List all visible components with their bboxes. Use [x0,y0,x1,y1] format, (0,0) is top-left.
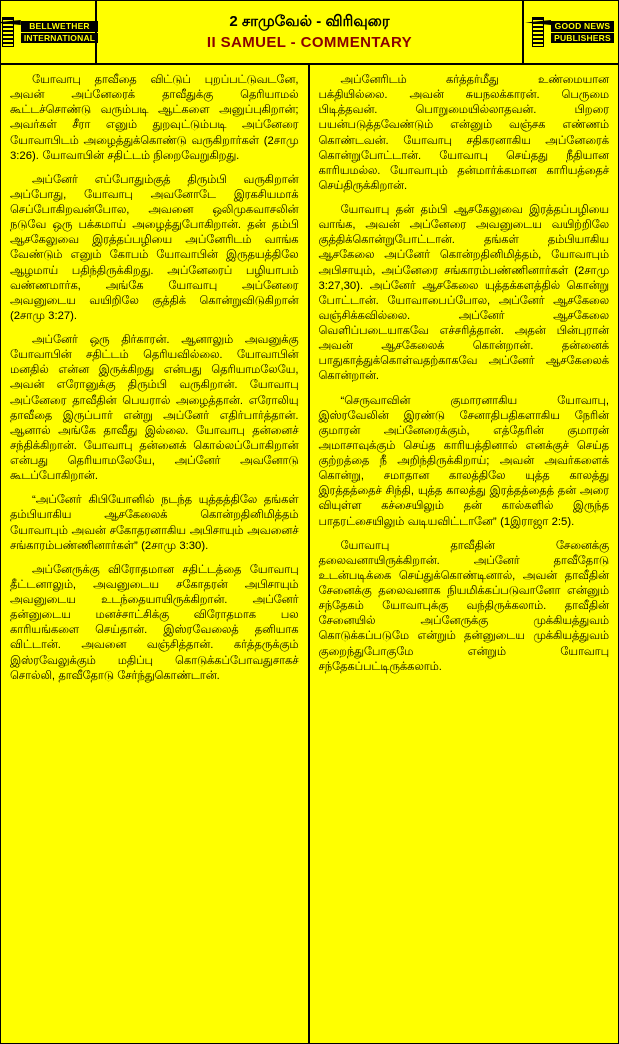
good-news-logo-text [551,21,614,44]
good-news-line1: GOOD NEWS [551,21,614,32]
paragraph: அப்னேருக்கு விரோதமான சதிட்டத்தை யோவாபு தீட்டனாலும், அவனுடைய சகோதரன் அபிசாயும் அவனுடைய உடந்தையாயிருக்கிறான். அப்னேர் தன்னுடைய மனச்சாட்சிக்கு விரோதமாக பல காரியங்களை செய்தான். இஸ்ரவேலைத் தனியாக விட்டான். அவனை வஞ்சித்தான். கர்த்தருக்கும் இஸ்ரவேலுக்கும் மதிப்பு கொடுக்கப்போவதுசாகச் சொல்லி, தாவீதோடு சேர்ந்துகொண்டான். [10,563,299,682]
paragraph: அப்னேரிடம் கர்த்தர்மீது உண்மையான பக்தியில்லை. அவன் சுயநலக்காரன். பெருமை பிடித்தவன். பொறுமையில்லாதவன். பிறரை பயன்படுத்தவேண்டும் என்னும் வஞ்சக எண்ணம் கொண்டவன். யோவாபு சதிகரனாகிய அப்னேரைக் கொன்றுபோட்டான். யோவாபு செய்தது நீதியான காரியமல்ல. யோவாபும் தன்மார்க்கமான காரியத்தைச் செய்திருக்கிறான். [318,74,609,192]
paragraph: யோவாபு தன் தம்பி ஆசகேலுவை இரத்தப்பழியை வாங்க, அவன் அப்னேரை அவனுடைய வயிற்றிலே குத்திக்கொன்றுபோட்டான். தங்கள் தம்பியாகிய ஆசகேலை அப்னேர் கொன்றதினிமித்தம், யோவாபும் அபிசாயும், அப்னேரை சங்காரம்பண்ணினார்கள் (2சாமு 3:27,30). அப்னேர் ஆசகேலை யுத்தக்களத்தில் கொன்று போட்டான். யோவாபைப்போல, அப்னேர் ஆசகேலை வஞ்சிக்கவில்லை. அப்னேர் ஆசகேலை வெளிப்படையாகவே எச்சரித்தான். அதன் பின்புரான் அவன் ஆசகேலைக் கொன்றான். தன்னைக் பாதுகாத்துக்கொள்வதற்காகவே அப்னேர் ஆசகேலைக் கொன்றான். [318,204,609,383]
paragraph: யோவாபு தாவீதை விட்டுப் புறப்பட்டுவடனே, அவன் அப்னேரைக் தாவீதுக்கு தெரியாமல் கூட்டச்சொண்டு வரும்படி ஆட்களை அனுப்புகிறான்; அவர்கள் சீரா எனும் துறவுட்டும்படி அப்னேரை யோவாபிடம் அழைத்துக்கொண்டு வருகிறார்கள் (2சாமு 3:26). யோவாபின் சதிட்டம் நிறைவேறுகிறது. [10,74,299,162]
lighthouse-icon [528,17,548,47]
paragraph: அப்னேர் ஒரு திர்காரன். ஆனாலும் அவனுக்கு யோவாபின் சதிட்டம் தெரியவில்லை. யோவாபின் மனதில் என்ன இருக்கிறது என்பது தெரியாமலேயே, அவன் எரோனுக்கு திரும்பி வருகிறான். யோவாபு அப்னேரை தாவீதின் பெயரால் அழைத்தான். எரோலியு தாவீதை இருப்பார் என்று அப்னேர் எதிர்பார்த்தான். ஆனால் அங்கே தாவீது இல்லை. யோவாபு தன்னைச் சந்திக்கிறான். யோவாபு தன்னைக் கொல்லப்போகிறான் என்பது தெரியாமலேயே, அப்னேர் அவனோடு கூடப்போகிறான். [10,334,299,483]
title-tamil: 2 சாமுவேல் - விரிவுரை [229,12,390,30]
paragraph: யோவாபு தாவீதின் சேனைக்கு தலைவனாயிருக்கிறான். அப்னேர் தாவீதோடு உடன்படிக்கை செய்துக்கொண்டினால், அவன் தாவீதின் சேனைக்கு தலைவனாக நியமிக்கப்படுவானோ என்னும் சந்தேகம் யோவாபுக்கு வந்திருக்கலாம். தாவீதின் சேனையில் அப்னேருக்கு முக்கியத்துவம் கொடுக்கப்படுமே என்றும் தன்னுடைய முக்கியத்துவம் குறைந்துபோகுமே என்றும் யோவாபு சந்தேகப்பட்டிருக்கலாம். [318,539,609,673]
bellwether-logo [1,1,97,63]
bellwether-logo-inner [3,17,96,47]
paragraph-quote: “அப்னேர் கிபியோனில் நடந்த யுத்தத்திலே தங்கள் தம்பியாகிய ஆசகேலைக் கொன்றதினிமித்தம் யோவாபும் அவன் சகோதரனாகிய அபிசாயும் அவனைச் சங்காரம்பண்ணினார்கள்” (2சாமு 3:30). [10,494,299,552]
bellwether-line1: BELLWETHER [21,21,98,32]
good-news-logo-inner [526,17,616,47]
bellwether-logo-text [21,21,98,44]
paragraph-quote: “செருவாவின் குமாரனாகிய யோவாபு, இஸ்ரவேலின் இரண்டு சேனாதிபதிகளாகிய நேரின் குமாரன் அப்னேரைக்கும், எத்தேரின் குமாரன் அமாசாவுக்கும் செய்த காரியத்தினால் எனக்குச் செய்த குற்றத்தை நீ அறிந்திருக்கிறாய்; அவன் அவர்களைக் கொன்று, சமாதான காலத்திலே யுத்த காலத்து இரத்தத்தைச் சிந்தி, யுத்த காலத்து இரத்தத்தைத் தன் அரை வியுள்ள கச்சையிலும் தன் கால்களில் இருந்த பாதரட்சையிலும் வடியவிட்டானே” (1இராஜா 2:5). [318,394,609,528]
lighthouse-icon [0,17,18,47]
title-english: II SAMUEL - COMMENTARY [206,33,413,51]
body-area [1,65,618,1043]
bellwether-line2: INTERNATIONAL [21,33,98,44]
page-title [97,1,522,63]
good-news-line2: PUBLISHERS [551,33,614,44]
good-news-publishers-logo [522,1,618,63]
right-column [310,65,619,1043]
page-header [1,1,618,65]
paragraph: அப்னேர் எப்போதும்குத் திரும்பி வருகிறான் அப்போது, யோவாபு அவனோடே இரகசியமாக் செப்போகிறவன்போல, அவனை ஒலிமுகவாசலின் நடுவே ஒரு பக்கமாய் அழைத்துபோகிறான். தன் தம்பி ஆசகேலுவை இரத்தப்பழியை அப்னேரிடம் வாங்க வேண்டும் எனும் கோபம் யோவாபின் இருதயத்திலே ஆழமாய் பதிந்திருக்கிறது. அப்னேரைப் பழியாபம் வண்ணமார்க, அங்கே யோவாபு அப்னேரை அவனுடைய வயிறிலே குத்திக் கொன்றுவிடுகிறான் (2சாமு 3:27). [10,173,299,322]
left-column [1,65,310,1043]
